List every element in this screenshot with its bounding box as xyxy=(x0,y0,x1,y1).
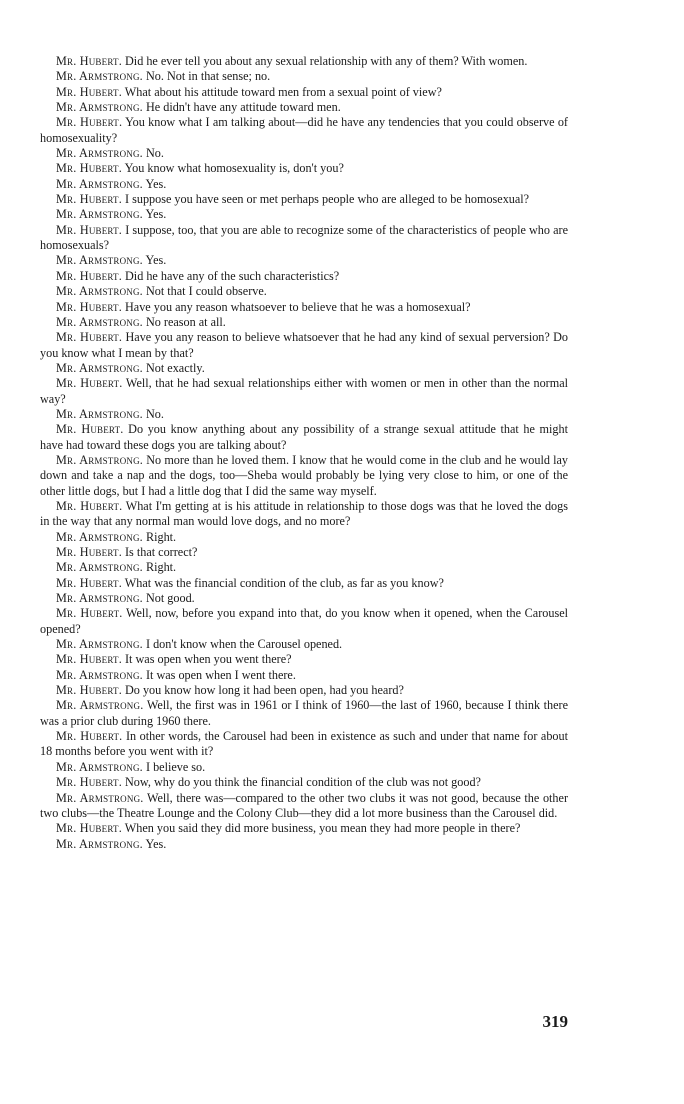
speaker-name: Mr. Armstrong. xyxy=(56,146,143,161)
speaker-name: Mr. Armstrong. xyxy=(56,529,143,544)
transcript-paragraph xyxy=(40,223,568,254)
speaker-name: Mr. Armstrong. xyxy=(56,284,143,299)
paragraph-text: Right. xyxy=(145,560,177,575)
paragraph-text: Well, that he had sexual relationships either with women or men in other than the normal way? xyxy=(40,376,569,406)
speaker-name: Mr. Armstrong. xyxy=(56,637,143,652)
speaker-name: Mr. Hubert. xyxy=(56,54,122,68)
transcript-paragraph xyxy=(40,69,568,84)
paragraph-text: Yes. xyxy=(145,176,167,191)
paragraph-text: Not good. xyxy=(145,591,195,606)
transcript-paragraph xyxy=(40,652,568,667)
speaker-name: Mr. Hubert. xyxy=(56,821,122,836)
transcript-paragraph xyxy=(40,453,568,499)
transcript-paragraph xyxy=(40,775,568,790)
transcript-paragraph xyxy=(40,591,568,606)
transcript-paragraph xyxy=(40,284,568,299)
paragraph-text: I suppose you have seen or met perhaps people who are alleged to be homosexual? xyxy=(125,192,530,207)
speaker-name: Mr. Hubert. xyxy=(56,376,123,391)
transcript-paragraph xyxy=(40,315,568,330)
paragraph-text: Did he have any of the such characteristics? xyxy=(125,268,340,283)
transcript-paragraph xyxy=(40,407,568,422)
transcript-paragraph xyxy=(40,683,568,698)
paragraph-text: Well, now, before you expand into that, do you know when it opened, when the Carousel opened? xyxy=(40,606,569,636)
paragraph-text: Yes. xyxy=(145,836,167,851)
paragraph-text: In other words, the Carousel had been in existence as such and under that name for about 18 months before you went with it? xyxy=(40,729,568,759)
transcript-paragraph xyxy=(40,54,568,69)
paragraph-text: I don't know when the Carousel opened. xyxy=(145,637,343,652)
speaker-name: Mr. Hubert. xyxy=(56,422,124,437)
transcript-paragraph xyxy=(40,422,568,453)
transcript-paragraph xyxy=(40,177,568,192)
paragraph-text: You know what homosexuality is, don't you? xyxy=(124,161,344,176)
speaker-name: Mr. Armstrong. xyxy=(56,100,143,115)
speaker-name: Mr. Hubert. xyxy=(56,606,123,621)
speaker-name: Mr. Hubert. xyxy=(56,268,122,283)
speaker-name: Mr. Armstrong. xyxy=(56,560,143,575)
paragraph-text: Well, the first was in 1961 or I think of 1960—the last of 1960, because I think there was a prior club during 1960 there. xyxy=(40,698,569,728)
transcript-paragraph xyxy=(40,192,568,207)
paragraph-text: What I'm getting at is his attitude in relationship to those dogs was that he loved the dogs in the way that any normal man would love dogs, and no more? xyxy=(40,498,568,529)
transcript-paragraph xyxy=(40,791,568,822)
speaker-name: Mr. Armstrong. xyxy=(56,667,143,682)
paragraph-text: Have you any reason whatsoever to believe that he was a homosexual? xyxy=(125,299,471,314)
transcript-paragraph xyxy=(40,330,568,361)
page-number: 319 xyxy=(542,1012,568,1031)
transcript-paragraph xyxy=(40,821,568,836)
transcript-paragraph xyxy=(40,207,568,222)
transcript-paragraph xyxy=(40,85,568,100)
speaker-name: Mr. Hubert. xyxy=(56,729,123,744)
transcript-paragraph xyxy=(40,300,568,315)
paragraph-text: What about his attitude toward men from a sexual point of view? xyxy=(124,84,442,99)
transcript-paragraph xyxy=(40,837,568,852)
paragraph-text: You know what I am talking about—did he have any tendencies that you could observe of homosexuality? xyxy=(40,115,568,145)
transcript-paragraph xyxy=(40,146,568,161)
paragraph-text: No. xyxy=(145,146,164,161)
speaker-name: Mr. Armstrong. xyxy=(56,207,143,222)
speaker-name: Mr. Armstrong. xyxy=(56,790,144,805)
transcript-paragraph xyxy=(40,499,568,530)
transcript-paragraph xyxy=(40,576,568,591)
paragraph-text: Not exactly. xyxy=(145,360,205,375)
paragraph-text: Did he ever tell you about any sexual relationship with any of them? With women. xyxy=(125,54,528,68)
speaker-name: Mr. Hubert. xyxy=(56,330,123,345)
speaker-name: Mr. Hubert. xyxy=(56,222,123,237)
transcript-paragraph xyxy=(40,100,568,115)
speaker-name: Mr. Hubert. xyxy=(56,192,122,207)
speaker-name: Mr. Hubert. xyxy=(56,575,122,590)
paragraph-text: No reason at all. xyxy=(145,314,226,329)
transcript-paragraph xyxy=(40,698,568,729)
speaker-name: Mr. Hubert. xyxy=(56,775,122,790)
paragraph-text: Is that correct? xyxy=(125,545,198,559)
transcript-paragraph xyxy=(40,606,568,637)
speaker-name: Mr. Hubert. xyxy=(56,683,122,698)
transcript-paragraph xyxy=(40,269,568,284)
transcript-paragraph xyxy=(40,361,568,376)
speaker-name: Mr. Hubert. xyxy=(56,498,123,513)
paragraph-text: Do you know how long it had been open, had you heard? xyxy=(125,683,404,698)
transcript-paragraph xyxy=(40,545,568,560)
transcript-paragraph xyxy=(40,560,568,575)
speaker-name: Mr. Armstrong. xyxy=(56,406,143,421)
paragraph-text: Well, there was—compared to the other two clubs it was not good, because the other two clubs—the Theatre Lounge and the Colony Club—they did a lot more business than the Carousel did. xyxy=(40,790,568,820)
speaker-name: Mr. Armstrong. xyxy=(56,360,143,375)
speaker-name: Mr. Armstrong. xyxy=(56,452,144,467)
transcript-paragraph xyxy=(40,530,568,545)
speaker-name: Mr. Hubert. xyxy=(56,115,123,130)
paragraph-text: No more than he loved them. I know that he would come in the club and he would lay down and take a nap and the dogs, too—Sheba would probably be lying very close to him, or one of the other little dogs, but I had a little dog that I did the same way myself. xyxy=(40,452,569,498)
paragraph-text: It was open when I went there. xyxy=(145,667,296,682)
transcript-paragraph xyxy=(40,115,568,146)
speaker-name: Mr. Armstrong. xyxy=(56,69,143,84)
paragraph-text: Not that I could observe. xyxy=(145,284,267,299)
speaker-name: Mr. Armstrong. xyxy=(56,836,143,851)
paragraph-text: I suppose, too, that you are able to recognize some of the characteristics of people who are homosexuals? xyxy=(40,222,569,253)
transcript-paragraph xyxy=(40,637,568,652)
transcript-paragraph xyxy=(40,161,568,176)
speaker-name: Mr. Armstrong. xyxy=(56,698,144,713)
paragraph-text: When you said they did more business, you mean they had more people in there? xyxy=(124,821,521,836)
transcript-paragraph xyxy=(40,729,568,760)
paragraph-text: Have you any reason to believe whatsoever that he had any kind of sexual perversion? Do you know what I mean by that? xyxy=(40,330,568,360)
speaker-name: Mr. Armstrong. xyxy=(56,314,143,329)
paragraph-text: Right. xyxy=(145,529,177,544)
transcript-paragraph xyxy=(40,668,568,683)
paragraph-text: What was the financial condition of the club, as far as you know? xyxy=(124,575,444,590)
paragraph-text: Yes. xyxy=(145,207,167,222)
speaker-name: Mr. Armstrong. xyxy=(56,253,143,268)
speaker-name: Mr. Hubert. xyxy=(56,84,122,99)
speaker-name: Mr. Hubert. xyxy=(56,161,122,176)
speaker-name: Mr. Armstrong. xyxy=(56,176,143,191)
transcript-body xyxy=(40,54,568,852)
paragraph-text: Now, why do you think the financial condition of the club was not good? xyxy=(125,775,481,790)
paragraph-text: I believe so. xyxy=(145,759,206,774)
paragraph-text: Yes. xyxy=(145,253,167,268)
paragraph-text: Do you know anything about any possibility of a strange sexual attitude that he might have had toward these dogs you are talking about? xyxy=(40,422,568,452)
transcript-paragraph xyxy=(40,376,568,407)
paragraph-text: No. xyxy=(145,406,164,421)
paragraph-text: No. Not in that sense; no. xyxy=(145,69,271,84)
speaker-name: Mr. Hubert. xyxy=(56,545,122,559)
speaker-name: Mr. Armstrong. xyxy=(56,759,143,774)
transcript-paragraph xyxy=(40,253,568,268)
speaker-name: Mr. Hubert. xyxy=(56,652,122,667)
speaker-name: Mr. Armstrong. xyxy=(56,591,143,606)
transcript-paragraph xyxy=(40,760,568,775)
speaker-name: Mr. Hubert. xyxy=(56,299,122,314)
paragraph-text: He didn't have any attitude toward men. xyxy=(145,100,341,115)
paragraph-text: It was open when you went there? xyxy=(125,652,292,667)
